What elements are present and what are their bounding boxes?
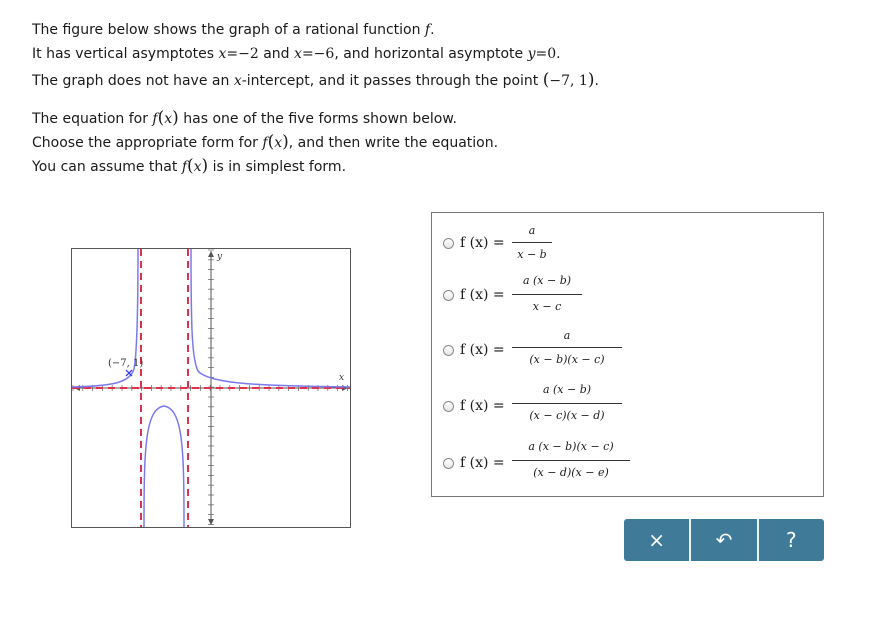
option-2-numerator: a (x − b) bbox=[522, 274, 572, 287]
option-4-radio[interactable] bbox=[443, 401, 454, 412]
text: , and then write the equation. bbox=[288, 135, 499, 151]
paren: ) bbox=[587, 70, 595, 90]
problem-line-3 bbox=[32, 70, 599, 90]
text: is in simplest form. bbox=[208, 159, 347, 175]
x-axis-label: x bbox=[339, 373, 345, 383]
text: You can assume that bbox=[32, 159, 182, 175]
option-4-fraction bbox=[512, 383, 622, 427]
option-1-radio[interactable] bbox=[443, 238, 454, 249]
text: It has vertical asymptotes bbox=[32, 46, 219, 62]
problem-line-2 bbox=[32, 46, 561, 62]
math-f: f bbox=[181, 159, 187, 175]
option-3-radio[interactable] bbox=[443, 345, 454, 356]
math-x: x bbox=[164, 111, 173, 127]
text: -intercept, and it passes through the point bbox=[241, 73, 543, 89]
curve-middle-branch bbox=[144, 406, 184, 527]
y-axis-label: y bbox=[217, 252, 223, 262]
point-marker bbox=[126, 370, 132, 376]
graph bbox=[71, 248, 351, 528]
option-4[interactable] bbox=[440, 379, 800, 429]
math-value: =−6 bbox=[301, 46, 335, 62]
text: and bbox=[258, 46, 295, 62]
text: . bbox=[594, 73, 599, 89]
undo-button[interactable]: ↶ bbox=[715, 528, 733, 552]
option-5-lhs: f (x) = bbox=[460, 455, 505, 471]
option-4-numerator: a (x − b) bbox=[542, 383, 592, 396]
math-x: x bbox=[218, 46, 227, 62]
graph-svg bbox=[72, 249, 350, 527]
math-x: x bbox=[274, 135, 283, 151]
math-f: f bbox=[262, 135, 268, 151]
text: Choose the appropriate form for bbox=[32, 135, 263, 151]
math-value: =−2 bbox=[226, 46, 259, 62]
toolbar-divider bbox=[689, 519, 691, 561]
curve-right-branch bbox=[191, 249, 350, 387]
text: The graph does not have an bbox=[32, 73, 234, 89]
option-5-denominator: (x − d)(x − e) bbox=[533, 466, 609, 479]
toolbar-divider bbox=[757, 519, 759, 561]
option-3[interactable] bbox=[440, 325, 800, 375]
option-1-lhs: f (x) = bbox=[460, 235, 505, 251]
option-3-denominator: (x − b)(x − c) bbox=[529, 353, 605, 366]
option-1-denominator: x − b bbox=[517, 248, 547, 261]
text: The equation for bbox=[32, 111, 153, 127]
problem-line-6: You can assume that f(x) is in simplest form. bbox=[32, 156, 347, 176]
math-f: f bbox=[152, 111, 158, 127]
math-value: =0 bbox=[535, 46, 557, 62]
math-y: y bbox=[527, 46, 536, 62]
option-2-lhs: f (x) = bbox=[460, 287, 505, 303]
math-point: −7, 1 bbox=[549, 73, 588, 89]
option-3-numerator: a bbox=[563, 329, 571, 342]
text: , and horizontal asymptote bbox=[334, 46, 528, 62]
paren: ( bbox=[542, 70, 550, 90]
option-3-lhs: f (x) = bbox=[460, 342, 505, 358]
option-4-lhs: f (x) = bbox=[460, 398, 505, 414]
point-label: (−7, 1) bbox=[108, 358, 144, 369]
problem-line-4: The equation for f(x) has one of the five forms shown below. bbox=[32, 108, 457, 128]
problem-line-1 bbox=[32, 22, 435, 38]
text: has one of the five forms shown below. bbox=[178, 111, 457, 127]
option-1[interactable] bbox=[440, 218, 800, 268]
option-3-fraction bbox=[512, 329, 622, 373]
option-1-fraction bbox=[512, 224, 552, 264]
option-4-denominator: (x − c)(x − d) bbox=[529, 409, 605, 422]
math-x: x bbox=[193, 159, 202, 175]
option-5[interactable] bbox=[440, 436, 800, 486]
answer-options-panel bbox=[431, 212, 824, 497]
option-2-fraction bbox=[512, 274, 582, 318]
math-x: x bbox=[233, 73, 242, 89]
option-2[interactable] bbox=[440, 270, 800, 320]
text: . bbox=[430, 22, 435, 38]
math-x: x bbox=[294, 46, 302, 62]
y-axis-top-arrow bbox=[208, 251, 214, 257]
option-2-denominator: x − c bbox=[532, 300, 562, 313]
option-5-fraction bbox=[512, 440, 630, 484]
problem-line-5: Choose the appropriate form for f(x), and then write the equation. bbox=[32, 132, 499, 152]
option-5-numerator: a (x − b)(x − c) bbox=[528, 440, 614, 453]
answer-toolbar bbox=[624, 519, 824, 561]
help-button[interactable]: ? bbox=[786, 528, 797, 552]
text: The figure below shows the graph of a rational function bbox=[32, 22, 425, 38]
math-f: f bbox=[424, 22, 431, 38]
text: . bbox=[556, 46, 561, 62]
clear-button[interactable]: × bbox=[648, 528, 666, 552]
option-1-numerator: a bbox=[528, 224, 536, 237]
option-2-radio[interactable] bbox=[443, 290, 454, 301]
option-5-radio[interactable] bbox=[443, 458, 454, 469]
